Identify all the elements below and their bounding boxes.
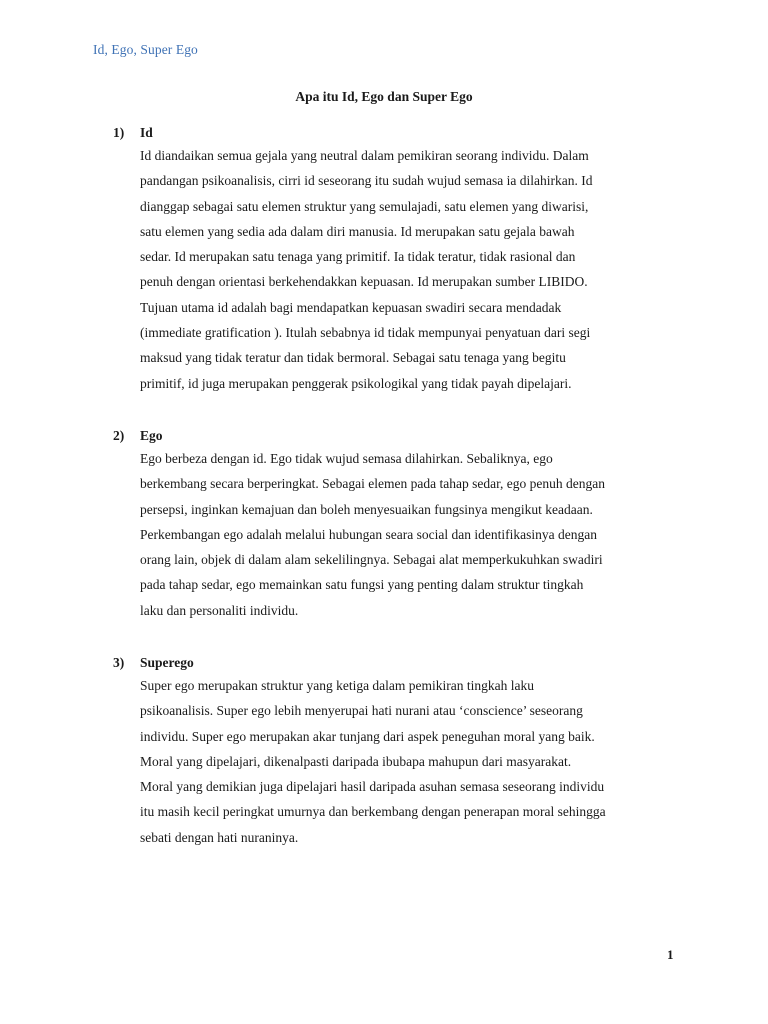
paragraph-line: penuh dengan orientasi berkehendakkan kepuasan. Id merupakan sumber LIBIDO. <box>140 274 588 290</box>
paragraph-line: Moral yang dipelajari, dikenalpasti daripada ibubapa mahupun dari masyarakat. <box>140 753 572 769</box>
paragraph-line: Perkembangan ego adalah melalui hubungan seara social dan identifikasinya dengan <box>140 526 597 542</box>
section-number: 1) <box>113 125 125 140</box>
document-title: Apa itu Id, Ego dan Super Ego <box>295 89 473 104</box>
paragraph-line: pandangan psikoanalisis, cirri id seseorang itu sudah wujud semasa ia dilahirkan. Id <box>140 173 593 189</box>
section-id <box>113 123 693 396</box>
paragraph-line: Moral yang demikian juga dipelajari hasil daripada asuhan semasa seseorang individu <box>140 779 605 795</box>
paragraph-line: Ego berbeza dengan id. Ego tidak wujud semasa dilahirkan. Sebaliknya, ego <box>140 451 553 466</box>
paragraph-line: satu elemen yang sedia ada dalam diri manusia. Id merupakan satu gejala bawah <box>140 223 575 239</box>
section-title: Id <box>140 125 153 140</box>
running-header: Id, Ego, Super Ego <box>93 42 198 57</box>
section-heading <box>113 653 693 673</box>
section-number: 3) <box>113 655 125 670</box>
section-body <box>140 143 690 396</box>
paragraph-line: orang lain, objek di dalam alam sekelilingnya. Sebagai alat memperkukuhkan swadiri <box>140 552 603 568</box>
paragraph-line: itu masih kecil peringkat umurnya dan berkembang dengan penerapan moral sehingga <box>140 804 606 820</box>
section-heading <box>113 123 693 143</box>
section-superego <box>113 653 693 850</box>
section-body <box>140 446 690 623</box>
paragraph-line: laku dan personaliti individu. <box>140 602 299 618</box>
paragraph-line: maksud yang tidak teratur dan tidak bermoral. Sebagai satu tenaga yang begitu <box>140 350 566 366</box>
paragraph-line: sebati dengan hati nuraninya. <box>140 829 299 845</box>
paragraph-line: dianggap sebagai satu elemen struktur yang semulajadi, satu elemen yang diwarisi, <box>140 198 589 214</box>
section-number: 2) <box>113 428 125 443</box>
section-heading <box>113 426 693 446</box>
paragraph-line: persepsi, inginkan kemajuan dan boleh menyesuaikan fungsinya mengikut keadaan. <box>140 501 593 517</box>
section-ego <box>113 426 693 623</box>
paragraph-line: berkembang secara berperingkat. Sebagai elemen pada tahap sedar, ego penuh dengan <box>140 476 605 492</box>
paragraph-line: Id diandaikan semua gejala yang neutral dalam pemikiran seorang individu. Dalam <box>140 148 589 163</box>
paragraph-line: psikoanalisis. Super ego lebih menyerupai hati nurani atau ‘conscience’ seseorang <box>140 703 583 719</box>
page-number: 1 <box>667 947 674 962</box>
paragraph-line: Tujuan utama id adalah bagi mendapatkan kepuasan swadiri secara mendadak <box>140 299 562 315</box>
paragraph-line: primitif, id juga merupakan penggerak psikologikal yang tidak payah dipelajari. <box>140 375 572 391</box>
section-body <box>140 673 690 850</box>
paragraph-line: individu. Super ego merupakan akar tunjang dari aspek peneguhan moral yang baik. <box>140 728 595 744</box>
paragraph-line: sedar. Id merupakan satu tenaga yang primitif. Ia tidak teratur, tidak rasional dan <box>140 249 576 265</box>
section-title: Ego <box>140 428 163 443</box>
paragraph-line: pada tahap sedar, ego memainkan satu fungsi yang penting dalam struktur tingkah <box>140 577 584 593</box>
paragraph-line: (immediate gratification ). Itulah sebabnya id tidak mempunyai penyatuan dari segi <box>140 325 591 341</box>
paragraph-line: Super ego merupakan struktur yang ketiga dalam pemikiran tingkah laku <box>140 678 535 693</box>
section-title: Superego <box>140 655 194 670</box>
